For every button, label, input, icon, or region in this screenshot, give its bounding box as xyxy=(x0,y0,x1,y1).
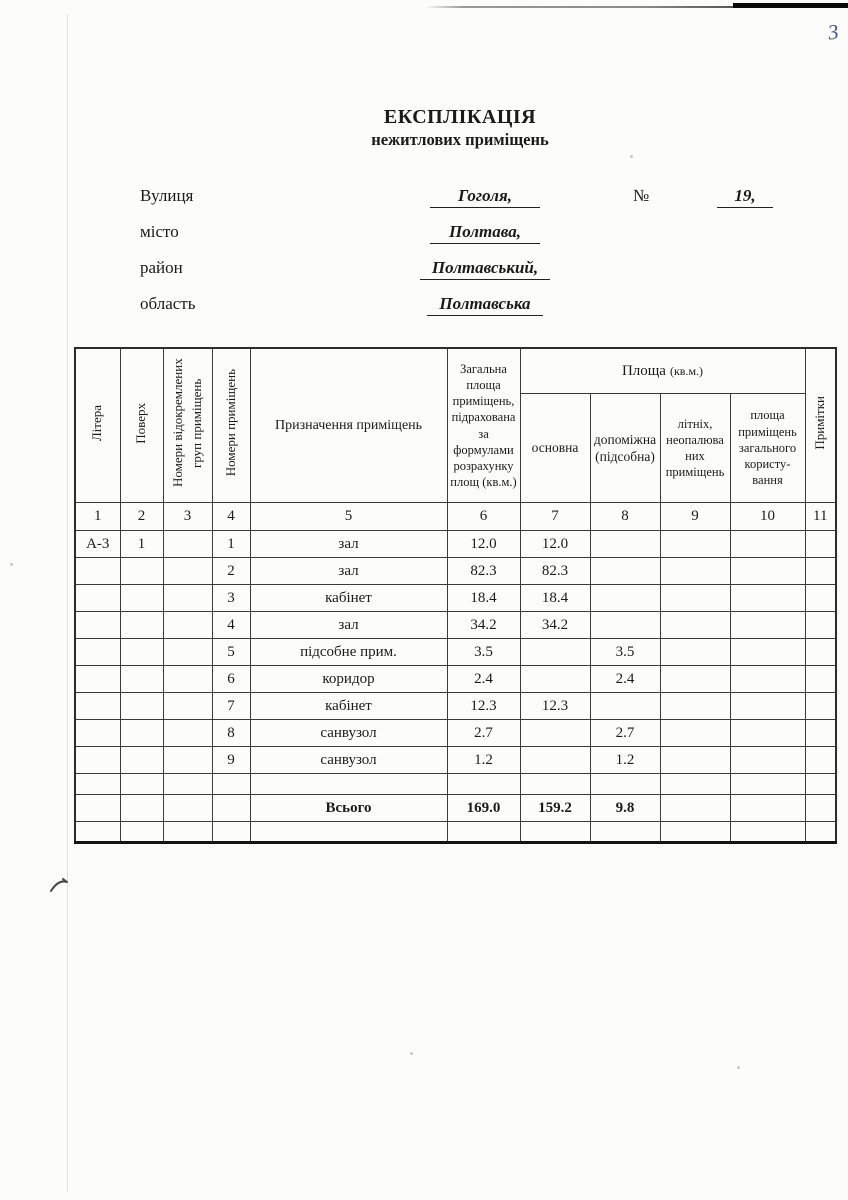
table-cell xyxy=(660,795,730,822)
table-cell: 12.3 xyxy=(520,693,590,720)
table-cell: 3.5 xyxy=(447,639,520,666)
header-floor: Поверх xyxy=(120,348,163,503)
table-cell xyxy=(75,774,120,795)
table-cell xyxy=(660,558,730,585)
header-litera: Літера xyxy=(75,348,120,503)
table-cell xyxy=(163,747,212,774)
table-cell: 12.0 xyxy=(447,531,520,558)
table-cell xyxy=(75,585,120,612)
table-cell xyxy=(805,612,836,639)
table-cell xyxy=(250,822,447,843)
header-group-numbers: Номери відокремлених груп приміщень xyxy=(163,348,212,503)
table-cell xyxy=(75,822,120,843)
scan-speck xyxy=(630,155,633,158)
table-cell xyxy=(590,693,660,720)
table-cell: 12.3 xyxy=(447,693,520,720)
column-numbers-row xyxy=(75,503,836,531)
table-cell xyxy=(590,612,660,639)
table-cell xyxy=(730,531,805,558)
table-cell xyxy=(120,747,163,774)
address-row-region xyxy=(0,294,848,324)
table-cell xyxy=(163,720,212,747)
table-cell: зал xyxy=(250,612,447,639)
table-cell: підсобне прим. xyxy=(250,639,447,666)
table-cell xyxy=(660,774,730,795)
table-cell: кабінет xyxy=(250,585,447,612)
table-cell xyxy=(805,774,836,795)
table-cell xyxy=(250,774,447,795)
table-cell xyxy=(730,795,805,822)
city-value: Полтава, xyxy=(355,222,615,244)
table-cell xyxy=(120,558,163,585)
number-label: № xyxy=(633,186,650,205)
table-cell xyxy=(660,693,730,720)
table-cell xyxy=(660,531,730,558)
column-number: 4 xyxy=(212,503,250,531)
table-cell xyxy=(120,639,163,666)
table-cell: 9.8 xyxy=(590,795,660,822)
table-cell xyxy=(520,666,590,693)
region-label: область xyxy=(140,294,196,313)
table-cell xyxy=(75,747,120,774)
table-cell xyxy=(120,720,163,747)
table-cell xyxy=(805,822,836,843)
table-cell: 2.4 xyxy=(447,666,520,693)
district-value: Полтавський, xyxy=(355,258,615,280)
header-total-area: Загальна площа приміщень, підрахована за формулами розрахунку площ (кв.м.) xyxy=(447,348,520,503)
table-cell xyxy=(447,822,520,843)
table-cell xyxy=(660,639,730,666)
table-cell xyxy=(163,693,212,720)
column-number: 1 xyxy=(75,503,120,531)
table-row xyxy=(75,585,836,612)
table-cell xyxy=(805,531,836,558)
doc-title: ЕКСПЛІКАЦІЯ xyxy=(383,106,537,128)
doc-subtitle: нежитлових приміщень xyxy=(371,130,549,149)
table-cell: 18.4 xyxy=(447,585,520,612)
scan-top-line xyxy=(425,6,737,8)
table-cell xyxy=(660,666,730,693)
column-number: 10 xyxy=(730,503,805,531)
district-label: район xyxy=(140,258,183,277)
table-cell xyxy=(805,639,836,666)
pen-mark xyxy=(48,874,74,896)
table-cell xyxy=(163,822,212,843)
table-cell xyxy=(730,585,805,612)
table-cell xyxy=(520,720,590,747)
table-cell xyxy=(805,720,836,747)
address-row-street xyxy=(0,186,848,216)
table-cell xyxy=(805,558,836,585)
table-cell: 1 xyxy=(120,531,163,558)
table-cell xyxy=(75,795,120,822)
header-purpose: Призначення приміщень xyxy=(250,348,447,503)
table-cell xyxy=(163,774,212,795)
table-cell: 2 xyxy=(212,558,250,585)
table-cell xyxy=(120,822,163,843)
table-row xyxy=(75,795,836,822)
table-row xyxy=(75,693,836,720)
table-cell xyxy=(730,639,805,666)
table-cell: 4 xyxy=(212,612,250,639)
table-row xyxy=(75,639,836,666)
table-cell: 1.2 xyxy=(590,747,660,774)
table-cell xyxy=(212,795,250,822)
table-cell xyxy=(520,747,590,774)
table-cell xyxy=(75,693,120,720)
scan-speck xyxy=(410,1052,413,1055)
table-cell xyxy=(660,747,730,774)
table-cell xyxy=(75,612,120,639)
table-cell xyxy=(120,585,163,612)
table-cell xyxy=(163,666,212,693)
table-cell xyxy=(120,693,163,720)
table-row xyxy=(75,558,836,585)
table-cell xyxy=(660,585,730,612)
table-cell xyxy=(120,774,163,795)
table-cell xyxy=(730,612,805,639)
scan-speck xyxy=(737,1066,740,1069)
header-notes: Примітки xyxy=(805,348,836,503)
table-cell: санвузол xyxy=(250,720,447,747)
table-row xyxy=(75,747,836,774)
table-cell: кабінет xyxy=(250,693,447,720)
table-body xyxy=(75,531,836,843)
table-cell xyxy=(805,747,836,774)
table-cell: 18.4 xyxy=(520,585,590,612)
street-label: Вулиця xyxy=(140,186,194,205)
table-cell xyxy=(520,822,590,843)
table-cell: зал xyxy=(250,558,447,585)
table-cell xyxy=(163,558,212,585)
scan-top-line-bold xyxy=(733,3,848,8)
table-cell: 82.3 xyxy=(520,558,590,585)
table-cell xyxy=(212,822,250,843)
table-cell: 82.3 xyxy=(447,558,520,585)
table-cell: 9 xyxy=(212,747,250,774)
header-main-area: основна xyxy=(520,394,590,503)
column-number: 5 xyxy=(250,503,447,531)
table-cell xyxy=(590,822,660,843)
table-cell xyxy=(660,822,730,843)
table-cell xyxy=(75,720,120,747)
table-cell xyxy=(730,747,805,774)
table-cell xyxy=(805,795,836,822)
region-value: Полтавська xyxy=(355,294,615,316)
table-row xyxy=(75,666,836,693)
table-cell: 2.4 xyxy=(590,666,660,693)
table-row xyxy=(75,774,836,795)
table-cell xyxy=(590,585,660,612)
table-cell xyxy=(520,774,590,795)
table-cell: 2.7 xyxy=(447,720,520,747)
header-auxiliary-area: допоміжна (підсобна) xyxy=(590,394,660,503)
table-cell: 6 xyxy=(212,666,250,693)
table-cell xyxy=(212,774,250,795)
table-cell: коридор xyxy=(250,666,447,693)
header-common-area: площа приміщень загального користу- вання xyxy=(730,394,805,503)
table-cell: Всього xyxy=(250,795,447,822)
table-cell: 1 xyxy=(212,531,250,558)
table-cell xyxy=(120,612,163,639)
table-cell xyxy=(75,666,120,693)
column-number: 6 xyxy=(447,503,520,531)
table-cell: 3 xyxy=(212,585,250,612)
address-row-district xyxy=(0,258,848,288)
column-number: 7 xyxy=(520,503,590,531)
table-cell: санвузол xyxy=(250,747,447,774)
table-cell xyxy=(163,585,212,612)
table-cell: 34.2 xyxy=(447,612,520,639)
city-label: місто xyxy=(140,222,179,241)
table-row xyxy=(75,612,836,639)
table-cell xyxy=(163,795,212,822)
table-cell xyxy=(730,666,805,693)
table-cell: зал xyxy=(250,531,447,558)
table-cell xyxy=(730,693,805,720)
column-number: 9 xyxy=(660,503,730,531)
street-value: Гоголя, xyxy=(355,186,615,208)
title-block xyxy=(90,106,830,150)
table-cell: 8 xyxy=(212,720,250,747)
table-header xyxy=(75,348,836,531)
number-value: 19, xyxy=(695,186,795,208)
column-number: 11 xyxy=(805,503,836,531)
table-cell xyxy=(730,822,805,843)
table-cell xyxy=(75,639,120,666)
table-cell xyxy=(163,639,212,666)
column-number: 8 xyxy=(590,503,660,531)
header-area-group: Площа (кв.м.) xyxy=(520,348,805,394)
table-cell xyxy=(447,774,520,795)
table-row xyxy=(75,720,836,747)
table-cell xyxy=(730,720,805,747)
header-room-numbers: Номери приміщень xyxy=(212,348,250,503)
table-cell xyxy=(730,774,805,795)
column-number: 3 xyxy=(163,503,212,531)
table-row xyxy=(75,531,836,558)
table-cell: 3.5 xyxy=(590,639,660,666)
column-number: 2 xyxy=(120,503,163,531)
table-cell: А-3 xyxy=(75,531,120,558)
table-cell: 169.0 xyxy=(447,795,520,822)
table-row xyxy=(75,822,836,843)
table-cell: 7 xyxy=(212,693,250,720)
table-cell xyxy=(163,612,212,639)
table-cell xyxy=(590,531,660,558)
table-cell xyxy=(660,720,730,747)
table-cell xyxy=(163,531,212,558)
table-cell xyxy=(590,774,660,795)
table-cell xyxy=(120,666,163,693)
table-cell xyxy=(805,693,836,720)
table-cell: 34.2 xyxy=(520,612,590,639)
table-cell xyxy=(805,585,836,612)
table-cell xyxy=(660,612,730,639)
table-cell: 2.7 xyxy=(590,720,660,747)
handwritten-page-number: 3 xyxy=(826,19,841,45)
table-cell xyxy=(520,639,590,666)
table-cell xyxy=(590,558,660,585)
scan-speck xyxy=(10,563,13,566)
table-cell: 1.2 xyxy=(447,747,520,774)
table-cell xyxy=(75,558,120,585)
address-row-city xyxy=(0,222,848,252)
explication-table xyxy=(74,347,837,844)
table-cell xyxy=(120,795,163,822)
table-cell: 5 xyxy=(212,639,250,666)
table-cell xyxy=(730,558,805,585)
table-cell: 12.0 xyxy=(520,531,590,558)
table-cell: 159.2 xyxy=(520,795,590,822)
header-summer-area: літніх, неопалюва них приміщень xyxy=(660,394,730,503)
table-cell xyxy=(805,666,836,693)
